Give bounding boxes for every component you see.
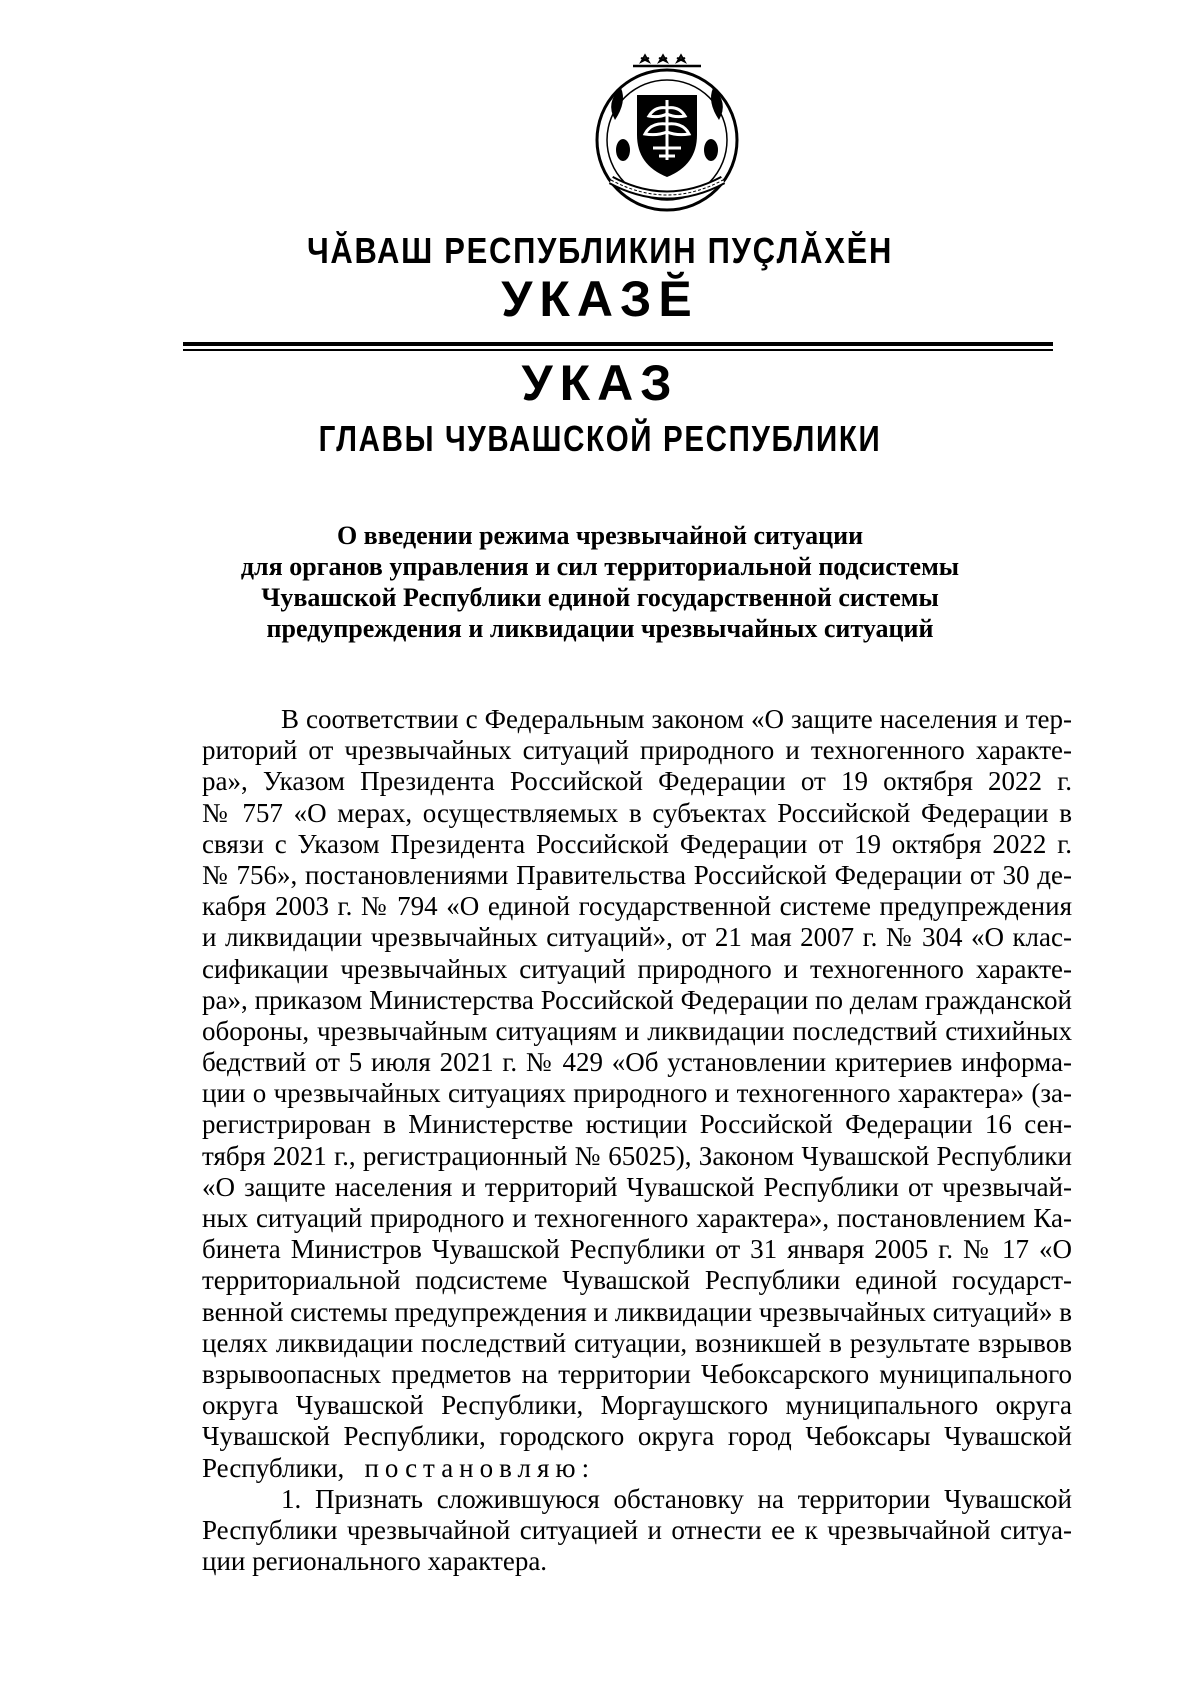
body-line: связи с Указом Президента Российской Федерации от 19 октября 2022 г. — [202, 828, 1072, 859]
body-line: ции о чрезвычайных ситуациях природного и техногенного характера» (за- — [202, 1078, 1072, 1109]
body-line: ра», Указом Президента Российской Федерации от 19 октября 2022 г. — [202, 766, 1072, 797]
body-line: сификации чрезвычайных ситуаций природного и техногенного характе- — [202, 953, 1072, 984]
body-line: бедствий от 5 июля 2021 г. № 429 «Об установлении критериев информа- — [202, 1047, 1072, 1078]
body-line: и ликвидации чрезвычайных ситуаций», от 21 мая 2007 г. № 304 «О клас- — [202, 922, 1072, 953]
title-line: Чувашской Республики единой государственной системы — [261, 583, 939, 612]
decree-title — [0, 520, 1200, 644]
coat-of-arms-emblem — [589, 50, 744, 215]
resolution-word: постановляю: — [364, 1452, 596, 1483]
title-line: для органов управления и сил территориальной подсистемы — [240, 552, 960, 581]
resolution-prefix: Республики, — [202, 1452, 345, 1483]
body-line: № 757 «О мерах, осуществляемых в субъектах Российской Федерации в — [202, 797, 1072, 828]
body-line: территориальной подсистеме Чувашской Республики единой государст- — [202, 1265, 1072, 1296]
body-line: регистрирован в Министерстве юстиции Российской Федерации 16 сен- — [202, 1109, 1072, 1140]
body-line: бинета Министров Чувашской Республики от 31 января 2005 г. № 17 «О — [202, 1234, 1072, 1265]
body-line: тября 2021 г., регистрационный № 65025), Законом Чувашской Республики — [202, 1140, 1072, 1171]
glavy-header-line: ГЛАВЫ ЧУВАШСКОЙ РЕСПУБЛИКИ — [318, 418, 882, 459]
header-rule-thick — [183, 342, 1053, 346]
chuvash-header-line: ЧĂВАШ РЕСПУБЛИКИН ПУÇЛĂХĔН — [306, 230, 894, 271]
ukaz-heading: УКАЗ — [521, 355, 679, 411]
crown-stars — [633, 55, 701, 66]
body-line: ных ситуаций природного и техногенного характера», постановлением Ка- — [202, 1203, 1072, 1233]
decree-body — [202, 704, 1072, 1577]
body-line: № 756», постановлениями Правительства Российской Федерации от 30 де- — [202, 859, 1072, 890]
chuvash-ukaze-heading: УКАЗĔ — [501, 271, 699, 327]
body-line-resolution — [202, 1453, 1072, 1484]
title-line: предупреждения и ликвидации чрезвычайных ситуаций — [266, 614, 934, 643]
item-line: ции регионального характера. — [202, 1546, 548, 1577]
body-line: венной системы предупреждения и ликвидации чрезвычайных ситуаций» в — [202, 1296, 1072, 1327]
body-line: кабря 2003 г. № 794 «О единой государственной системе предупреждения — [202, 891, 1072, 922]
title-line: О введении режима чрезвычайной ситуации — [336, 521, 864, 550]
body-line: «О защите населения и территорий Чувашской Республики от чрезвычай- — [202, 1171, 1072, 1202]
body-line: целях ликвидации последствий ситуации, возникшей в результате взрывов — [202, 1327, 1072, 1358]
body-line: Чувашской Республики, городского округа город Чебоксары Чувашской — [202, 1421, 1072, 1452]
body-line: В соответствии с Федеральным законом «О защите населения и тер- — [281, 704, 1072, 734]
body-line: обороны, чрезвычайным ситуациям и ликвидации последствий стихийных — [202, 1015, 1072, 1046]
body-line: взрывоопасных предметов на территории Чебоксарского муниципального — [202, 1358, 1072, 1389]
item-line: Республики чрезвычайной ситуацией и отнести ее к чрезвычайной ситуа- — [202, 1514, 1072, 1545]
item-line: 1. Признать сложившуюся обстановку на территории Чувашской — [281, 1483, 1072, 1514]
body-line: риторий от чрезвычайных ситуаций природного и техногенного характе- — [202, 735, 1072, 766]
header-rule-thin — [183, 349, 1053, 351]
body-line: округа Чувашской Республики, Моргаушского муниципального округа — [202, 1390, 1072, 1421]
body-line: ра», приказом Министерства Российской Федерации по делам гражданской — [202, 984, 1072, 1015]
